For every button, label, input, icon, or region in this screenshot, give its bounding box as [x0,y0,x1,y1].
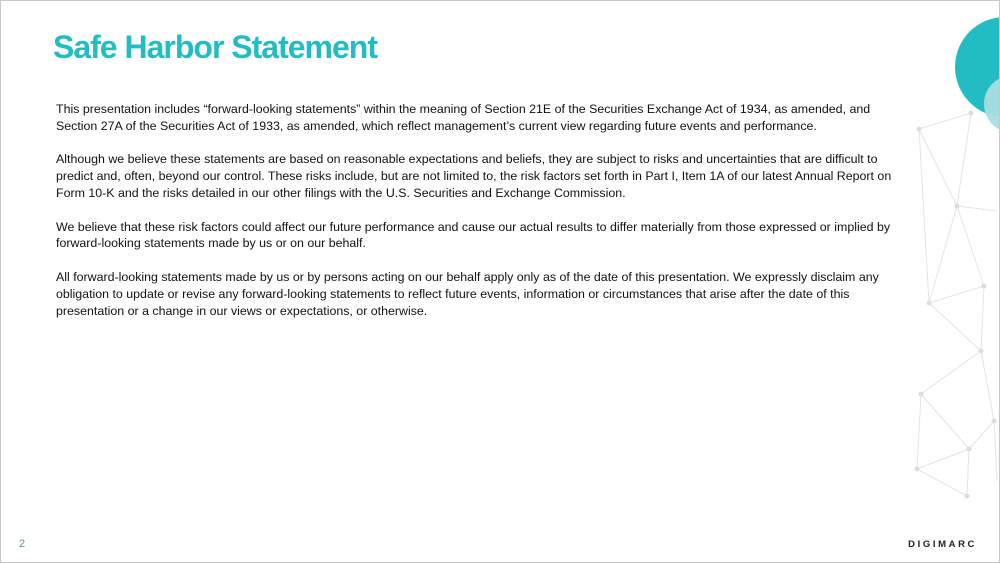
safe-harbor-body [56,101,906,336]
page-number: 2 [19,538,26,550]
network-decoration [909,1,999,562]
digimarc-logo: DIGIMARC [908,539,977,550]
paragraph-disclaimer: All forward-looking statements made by us or by persons acting on our behalf apply only as of the date of this presentation. We expressly disclaim any obligation to update or revise any forward-looking statements to reflect future events, information or circumstances that arise after the date of this presentation or a change in our views or expectations, or otherwise. [56,269,879,318]
paragraph-forward-looking: This presentation includes “forward-looking statements” within the meaning of Section 21E of the Securities Exchange Act of 1934, as amended, and Section 27A of the Securities Act of 1933, as amended, which reflect management’s current view regarding future events and performance. [56,102,871,133]
slide-title: Safe Harbor Statement [53,29,377,65]
paragraph-risk-factors: We believe that these risk factors could affect our future performance and cause our actual results to differ materially from those expressed or implied by forward-looking statements made by us or on our behalf. [56,219,891,251]
paragraph-risks: Although we believe these statements are based on reasonable expectations and beliefs, they are subject to risks and uncertainties that are difficult to predict and, often, beyond our control. These risks include, but are not limited to, the risk factors set forth in Part I, Item 1A of our latest Annual Report on Form 10-K and the risks detailed in our other filings with the U.S. Securities and Exchange Commission. [56,152,892,200]
